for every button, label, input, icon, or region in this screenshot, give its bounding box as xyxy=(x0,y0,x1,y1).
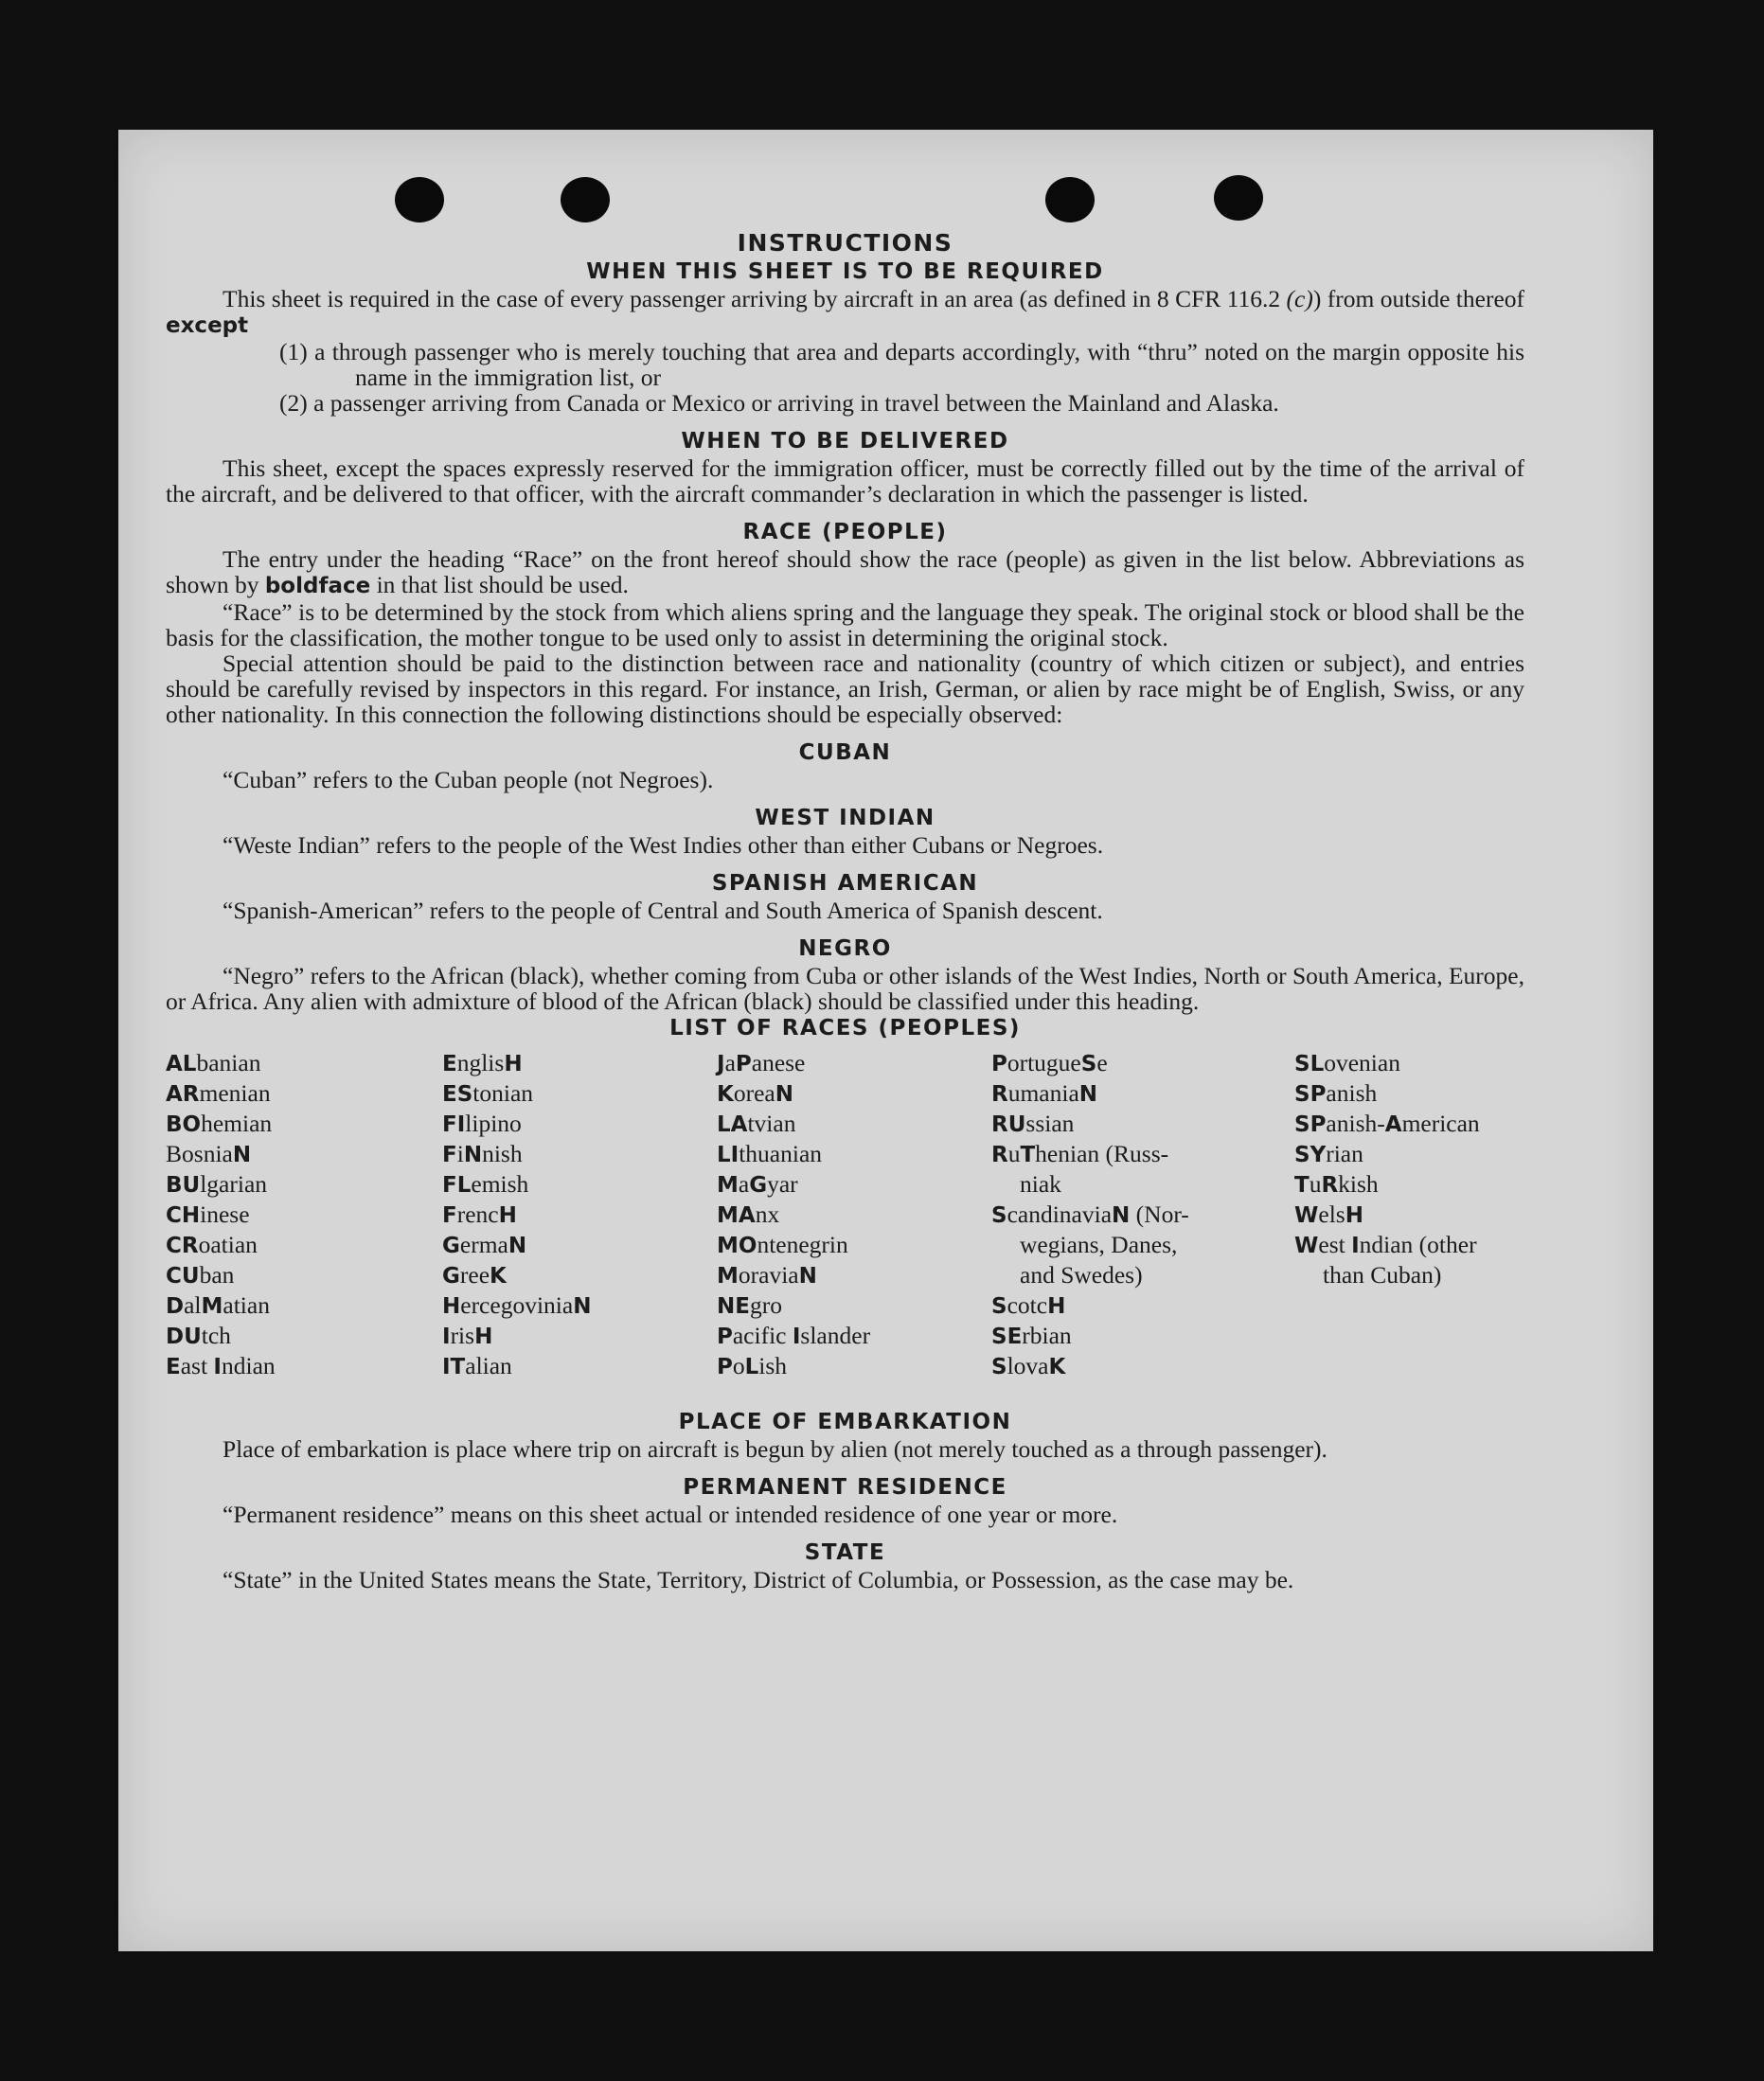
required-item-2: (2) a passenger arriving from Canada or Mexico or arriving in travel between the Mainland and Alaska. xyxy=(279,389,1279,417)
punch-hole xyxy=(395,177,444,222)
race-entry: EnglisH xyxy=(442,1049,523,1076)
section-heading-residence: PERMANENT RESIDENCE xyxy=(683,1475,1007,1500)
race-entry: MoraviaN xyxy=(717,1261,817,1289)
race-entry: GermaN xyxy=(442,1231,527,1258)
required-intro: This sheet is required in the case of every passenger arriving by aircraft in an area (as defined in 8 CFR 116.2 (c)) from outside thereof except xyxy=(166,285,1525,338)
race-entry: MaGyar xyxy=(717,1170,798,1198)
race-entry: GreeK xyxy=(442,1261,507,1289)
race-entry: PoLish xyxy=(717,1352,788,1379)
race-entry: PortugueSe xyxy=(991,1049,1108,1076)
section-heading-required: WHEN THIS SHEET IS TO BE REQUIRED xyxy=(586,259,1104,284)
race-entry: SPanish xyxy=(1294,1079,1378,1107)
race-entry: East Indian xyxy=(166,1352,276,1379)
race-entry: RumaniaN xyxy=(991,1079,1098,1107)
race-entry: CHinese xyxy=(166,1201,250,1228)
race-entry: JaPanese xyxy=(717,1049,806,1076)
race-entry: FLemish xyxy=(442,1170,529,1198)
section-heading-spanish-american: SPANISH AMERICAN xyxy=(711,871,979,896)
race-list xyxy=(166,1048,1524,1408)
race-entry: HercegoviniaN xyxy=(442,1291,592,1319)
race-entry: KoreaN xyxy=(717,1079,793,1107)
race-column xyxy=(1294,1048,1480,1290)
section-heading-list-of-races: LIST OF RACES (PEOPLES) xyxy=(669,1016,1021,1040)
section-heading-negro: NEGRO xyxy=(798,936,892,961)
race-entry: ARmenian xyxy=(166,1079,271,1107)
state-text: “State” in the United States means the State, Territory, District of Columbia, or Possession, as the case may be. xyxy=(223,1566,1294,1593)
race-entry: Pacific Islander xyxy=(717,1322,871,1349)
race-entry: CRoatian xyxy=(166,1231,258,1258)
race-entry: CUban xyxy=(166,1261,235,1289)
cuban-text: “Cuban” refers to the Cuban people (not Negroes). xyxy=(223,766,714,793)
race-entry: MAnx xyxy=(717,1201,780,1228)
section-heading-west-indian: WEST INDIAN xyxy=(755,806,935,830)
instruction-sheet xyxy=(118,130,1653,1951)
race-entry: ALbanian xyxy=(166,1049,261,1076)
race-column xyxy=(442,1048,591,1381)
race-entry: FIlipino xyxy=(442,1110,522,1137)
race-entry: TuRkish xyxy=(1294,1170,1379,1198)
race-entry: West Indian (other xyxy=(1294,1231,1477,1258)
race-entry: BOhemian xyxy=(166,1110,273,1137)
race-paragraph-1: The entry under the heading “Race” on the front hereof should show the race (people) as given in the list below. Abbreviations as shown by boldface in that list should be used. xyxy=(166,545,1524,598)
race-entry: ScandinaviaN (Nor- xyxy=(991,1201,1189,1228)
race-paragraph-3: Special attention should be paid to the distinction between race and nationality (country of which citizen or subject), and entries should be carefully revised by inspectors in this regard. For instance, an Irish, German, or alien by race might be of English, Swiss, or any other nationality. In this connection the following distinctions should be especially observed: xyxy=(166,649,1524,728)
spanish-american-text: “Spanish-American” refers to the people of Central and South America of Spanish descent. xyxy=(223,897,1103,924)
race-column xyxy=(717,1048,870,1381)
required-item-1: (1) a through passenger who is merely touching that area and departs accordingly, with “thru” noted on the margin opposite his name in the immigration list, or xyxy=(279,338,1524,391)
residence-text: “Permanent residence” means on this sheet actual or intended residence of one year or more. xyxy=(223,1501,1118,1528)
race-entry: SYrian xyxy=(1294,1140,1363,1167)
race-entry: DalMatian xyxy=(166,1291,270,1319)
race-entry: SPanish-American xyxy=(1294,1110,1480,1137)
race-entry: ITalian xyxy=(442,1352,512,1379)
page-title: INSTRUCTIONS xyxy=(737,229,953,257)
punch-hole xyxy=(1045,177,1095,222)
race-entry: wegians, Danes, xyxy=(1020,1231,1178,1258)
race-entry: NEgro xyxy=(717,1291,782,1319)
race-entry: BUlgarian xyxy=(166,1170,268,1198)
race-entry: BosniaN xyxy=(166,1140,252,1167)
race-entry: RuThenian (Russ- xyxy=(991,1140,1169,1167)
race-entry: FrencH xyxy=(442,1201,517,1228)
race-paragraph-2: “Race” is to be determined by the stock from which aliens spring and the language they speak. The original stock or blood shall be the basis for the classification, the mother tongue to be used only to assist in determining the original stock. xyxy=(166,598,1524,651)
race-entry: RUssian xyxy=(991,1110,1075,1137)
race-entry: niak xyxy=(1020,1170,1061,1198)
embarkation-text: Place of embarkation is place where trip on aircraft is begun by alien (not merely touched as a through passenger). xyxy=(223,1435,1327,1463)
race-entry: MOntenegrin xyxy=(717,1231,848,1258)
race-column xyxy=(991,1048,1189,1381)
race-entry: EStonian xyxy=(442,1079,534,1107)
section-heading-race: RACE (PEOPLE) xyxy=(742,520,948,544)
race-entry: than Cuban) xyxy=(1323,1261,1442,1289)
section-heading-delivered: WHEN TO BE DELIVERED xyxy=(681,429,1009,454)
race-entry: SErbian xyxy=(991,1322,1072,1349)
west-indian-text: “Weste Indian” refers to the people of the West Indies other than either Cubans or Negroes. xyxy=(223,831,1104,859)
section-heading-cuban: CUBAN xyxy=(798,740,892,765)
race-entry: SLovenian xyxy=(1294,1049,1400,1076)
instructions-content xyxy=(166,229,1524,1592)
race-entry: WelsH xyxy=(1294,1201,1363,1228)
section-heading-embarkation: PLACE OF EMBARKATION xyxy=(678,1410,1012,1434)
negro-text: “Negro” refers to the African (black), whether coming from Cuba or other islands of the West Indies, North or South America, Europe, or Africa. Any alien with admixture of blood of the African (black) should be classified under this heading. xyxy=(166,962,1524,1015)
race-entry: SlovaK xyxy=(991,1352,1066,1379)
race-entry: LIthuanian xyxy=(717,1140,823,1167)
delivered-text: This sheet, except the spaces expressly reserved for the immigration officer, must be correctly filled out by the time of the arrival of the aircraft, and be delivered to that officer, with the aircraft commander’s declaration in which the passenger is listed. xyxy=(166,454,1524,507)
punch-hole xyxy=(561,177,610,222)
race-entry: DUtch xyxy=(166,1322,231,1349)
race-entry: and Swedes) xyxy=(1020,1261,1143,1289)
race-column xyxy=(166,1048,276,1381)
punch-hole xyxy=(1214,175,1263,221)
race-entry: LAtvian xyxy=(717,1110,796,1137)
section-heading-state: STATE xyxy=(804,1540,886,1565)
race-entry: ScotcH xyxy=(991,1291,1066,1319)
race-entry: IrisH xyxy=(442,1322,493,1349)
race-entry: FiNnish xyxy=(442,1140,523,1167)
